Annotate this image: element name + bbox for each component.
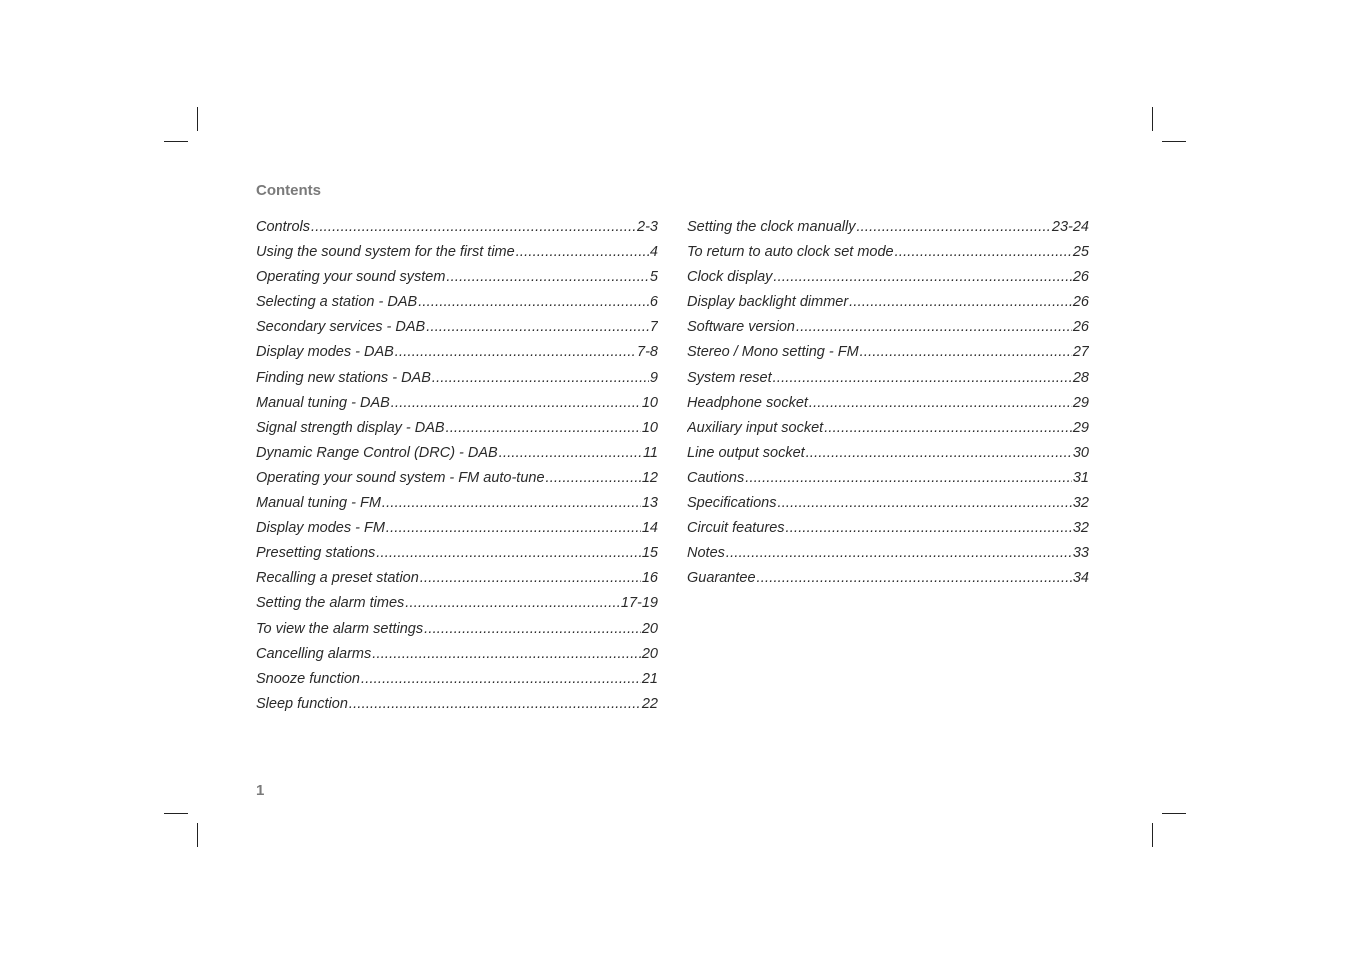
toc-entry-title: Cautions	[687, 469, 745, 486]
toc-entry[interactable]	[256, 470, 658, 495]
toc-dot-leader	[757, 570, 1072, 586]
toc-entry-page: 30	[1072, 444, 1089, 461]
toc-entry-page: 27	[1072, 344, 1089, 361]
toc-entry-title: Sleep function	[256, 695, 348, 712]
toc-entry-page: 4	[649, 244, 658, 261]
toc-dot-leader	[860, 344, 1072, 360]
toc-dot-leader	[446, 420, 641, 436]
toc-dot-leader	[395, 344, 636, 360]
toc-entry[interactable]	[256, 570, 658, 595]
toc-dot-leader	[499, 445, 642, 461]
crop-mark-bottom-right-v	[1152, 823, 1153, 847]
toc-entry-title: Recalling a preset station	[256, 570, 419, 587]
toc-dot-leader	[432, 370, 649, 386]
toc-entry-page: 31	[1072, 469, 1089, 486]
toc-entry[interactable]	[687, 495, 1089, 520]
toc-entry-page: 17-19	[620, 595, 658, 612]
page-number: 1	[256, 782, 265, 799]
toc-dot-leader	[386, 520, 641, 536]
toc-entry-page: 5	[649, 269, 658, 286]
toc-entry-page: 20	[641, 620, 658, 637]
toc-entry-title: Cancelling alarms	[256, 645, 372, 662]
toc-entry-page: 21	[641, 670, 658, 687]
toc-entry[interactable]	[687, 319, 1089, 344]
crop-mark-bottom-left-h	[164, 813, 188, 814]
crop-mark-bottom-left-v	[197, 823, 198, 847]
toc-entry[interactable]	[256, 219, 658, 244]
toc-entry-title: Guarantee	[687, 570, 756, 587]
toc-dot-leader	[786, 520, 1072, 536]
toc-entry[interactable]	[256, 495, 658, 520]
crop-mark-top-left-h	[164, 141, 188, 142]
contents-heading: Contents	[256, 182, 321, 199]
toc-entry-page: 12	[641, 469, 658, 486]
toc-entry-title: Software version	[687, 319, 795, 336]
toc-entry-title: Circuit features	[687, 520, 785, 537]
toc-dot-leader	[895, 244, 1072, 260]
toc-entry-title: Operating your sound system - FM auto-tune	[256, 469, 545, 486]
toc-entry-page: 6	[649, 294, 658, 311]
toc-entry[interactable]	[687, 570, 1089, 595]
toc-entry-page: 7-8	[637, 344, 658, 361]
toc-entry-title: Controls	[256, 219, 310, 235]
toc-entry[interactable]	[256, 244, 658, 269]
toc-dot-leader	[745, 470, 1072, 486]
toc-entry-title: Notes	[687, 545, 725, 562]
toc-entry-title: Display modes - FM	[256, 520, 385, 537]
toc-entry[interactable]	[687, 219, 1089, 244]
crop-mark-bottom-right-h	[1162, 813, 1186, 814]
crop-mark-top-left-v	[197, 107, 198, 131]
toc-entry-page: 11	[642, 444, 658, 461]
toc-entry-page: 10	[641, 394, 658, 411]
toc-entry[interactable]	[687, 445, 1089, 470]
toc-dot-leader	[777, 495, 1071, 511]
toc-entry-page: 33	[1072, 545, 1089, 562]
toc-dot-leader	[372, 646, 641, 662]
toc-entry-title: Specifications	[687, 495, 777, 512]
toc-entry-page: 9	[649, 369, 658, 386]
toc-entry-title: Setting the alarm times	[256, 595, 405, 612]
toc-entry[interactable]	[256, 269, 658, 294]
toc-dot-leader	[546, 470, 641, 486]
toc-dot-leader	[446, 269, 649, 285]
crop-mark-top-right-h	[1162, 141, 1186, 142]
crop-mark-top-right-v	[1152, 107, 1153, 131]
toc-entry[interactable]	[687, 420, 1089, 445]
toc-entry[interactable]	[687, 395, 1089, 420]
toc-entry-page: 10	[641, 419, 658, 436]
toc-entry[interactable]	[256, 671, 658, 696]
toc-entry[interactable]	[256, 370, 658, 395]
toc-entry-page: 26	[1072, 319, 1089, 336]
toc-dot-leader	[516, 244, 649, 260]
toc-entry[interactable]	[256, 545, 658, 570]
toc-entry[interactable]	[256, 319, 658, 344]
toc-dot-leader	[311, 219, 636, 235]
toc-entry-page: 23-24	[1051, 219, 1089, 235]
toc-dot-leader	[376, 545, 641, 561]
toc-column-left	[256, 219, 658, 721]
toc-entry-title: Manual tuning - DAB	[256, 394, 390, 411]
toc-dot-leader	[424, 621, 641, 637]
toc-dot-leader	[382, 495, 641, 511]
toc-entry-title: Presetting stations	[256, 545, 376, 562]
toc-entry[interactable]	[256, 621, 658, 646]
toc-entry-page: 25	[1072, 244, 1089, 261]
toc-entry-title: Operating your sound system	[256, 269, 446, 286]
toc-dot-leader	[349, 696, 641, 712]
toc-entry-title: Line output socket	[687, 444, 805, 461]
toc-dot-leader	[806, 445, 1072, 461]
toc-dot-leader	[418, 294, 649, 310]
toc-entry-title: Secondary services - DAB	[256, 319, 426, 336]
toc-dot-leader	[426, 319, 649, 335]
toc-entry-page: 29	[1072, 394, 1089, 411]
toc-entry-title: Stereo / Mono setting - FM	[687, 344, 859, 361]
toc-entry[interactable]	[687, 470, 1089, 495]
toc-dot-leader	[796, 319, 1072, 335]
toc-entry-page: 32	[1072, 520, 1089, 537]
toc-entry[interactable]	[687, 344, 1089, 369]
toc-entry[interactable]	[256, 395, 658, 420]
toc-entry-page: 13	[641, 495, 658, 512]
toc-entry-title: Auxiliary input socket	[687, 419, 824, 436]
toc-dot-leader	[856, 219, 1050, 235]
toc-entry-title: Dynamic Range Control (DRC) - DAB	[256, 444, 498, 461]
toc-entry-title: Clock display	[687, 269, 773, 286]
toc-entry[interactable]	[687, 545, 1089, 570]
toc-entry-title: To view the alarm settings	[256, 620, 424, 637]
toc-dot-leader	[773, 269, 1071, 285]
toc-entry-page: 28	[1072, 369, 1089, 386]
toc-entry[interactable]	[256, 420, 658, 445]
toc-entry-title: Using the sound system for the first time	[256, 244, 515, 261]
toc-dot-leader	[391, 395, 641, 411]
toc-entry-title: Display backlight dimmer	[687, 294, 849, 311]
toc-entry-page: 26	[1072, 269, 1089, 286]
toc-entry[interactable]	[256, 520, 658, 545]
toc-entry[interactable]	[256, 646, 658, 671]
toc-dot-leader	[773, 370, 1072, 386]
toc-entry[interactable]	[687, 244, 1089, 269]
toc-dot-leader	[849, 294, 1072, 310]
toc-dot-leader	[405, 595, 620, 611]
toc-dot-leader	[361, 671, 641, 687]
toc-entry[interactable]	[256, 294, 658, 319]
toc-entry-page: 32	[1072, 495, 1089, 512]
toc-entry[interactable]	[256, 696, 658, 721]
toc-dot-leader	[420, 570, 641, 586]
toc-entry-page: 26	[1072, 294, 1089, 311]
toc-entry-page: 15	[641, 545, 658, 562]
toc-entry-title: Headphone socket	[687, 394, 808, 411]
toc-dot-leader	[809, 395, 1072, 411]
toc-entry[interactable]	[256, 445, 658, 470]
toc-dot-leader	[726, 545, 1072, 561]
toc-entry-title: To return to auto clock set mode	[687, 244, 894, 261]
toc-entry-page: 16	[641, 570, 658, 587]
toc-entry-title: Selecting a station - DAB	[256, 294, 418, 311]
toc-column-right	[687, 219, 1089, 595]
toc-entry-page: 2-3	[637, 219, 658, 235]
toc-entry[interactable]	[256, 344, 658, 369]
toc-entry-page: 7	[649, 319, 658, 336]
toc-entry[interactable]	[687, 370, 1089, 395]
toc-entry[interactable]	[256, 595, 658, 620]
toc-entry-title: Display modes - DAB	[256, 344, 394, 361]
toc-entry-title: System reset	[687, 369, 772, 386]
toc-entry[interactable]	[687, 294, 1089, 319]
toc-entry-title: Setting the clock manually	[687, 219, 856, 235]
toc-dot-leader	[824, 420, 1072, 436]
toc-entry-page: 29	[1072, 419, 1089, 436]
toc-entry[interactable]	[687, 269, 1089, 294]
toc-entry-page: 34	[1072, 570, 1089, 587]
toc-entry-title: Manual tuning - FM	[256, 495, 381, 512]
toc-entry-page: 22	[641, 695, 658, 712]
toc-entry-title: Signal strength display - DAB	[256, 419, 445, 436]
toc-entry-title: Finding new stations - DAB	[256, 369, 431, 386]
toc-entry-title: Snooze function	[256, 670, 360, 687]
toc-entry-page: 14	[641, 520, 658, 537]
toc-entry[interactable]	[687, 520, 1089, 545]
toc-entry-page: 20	[641, 645, 658, 662]
